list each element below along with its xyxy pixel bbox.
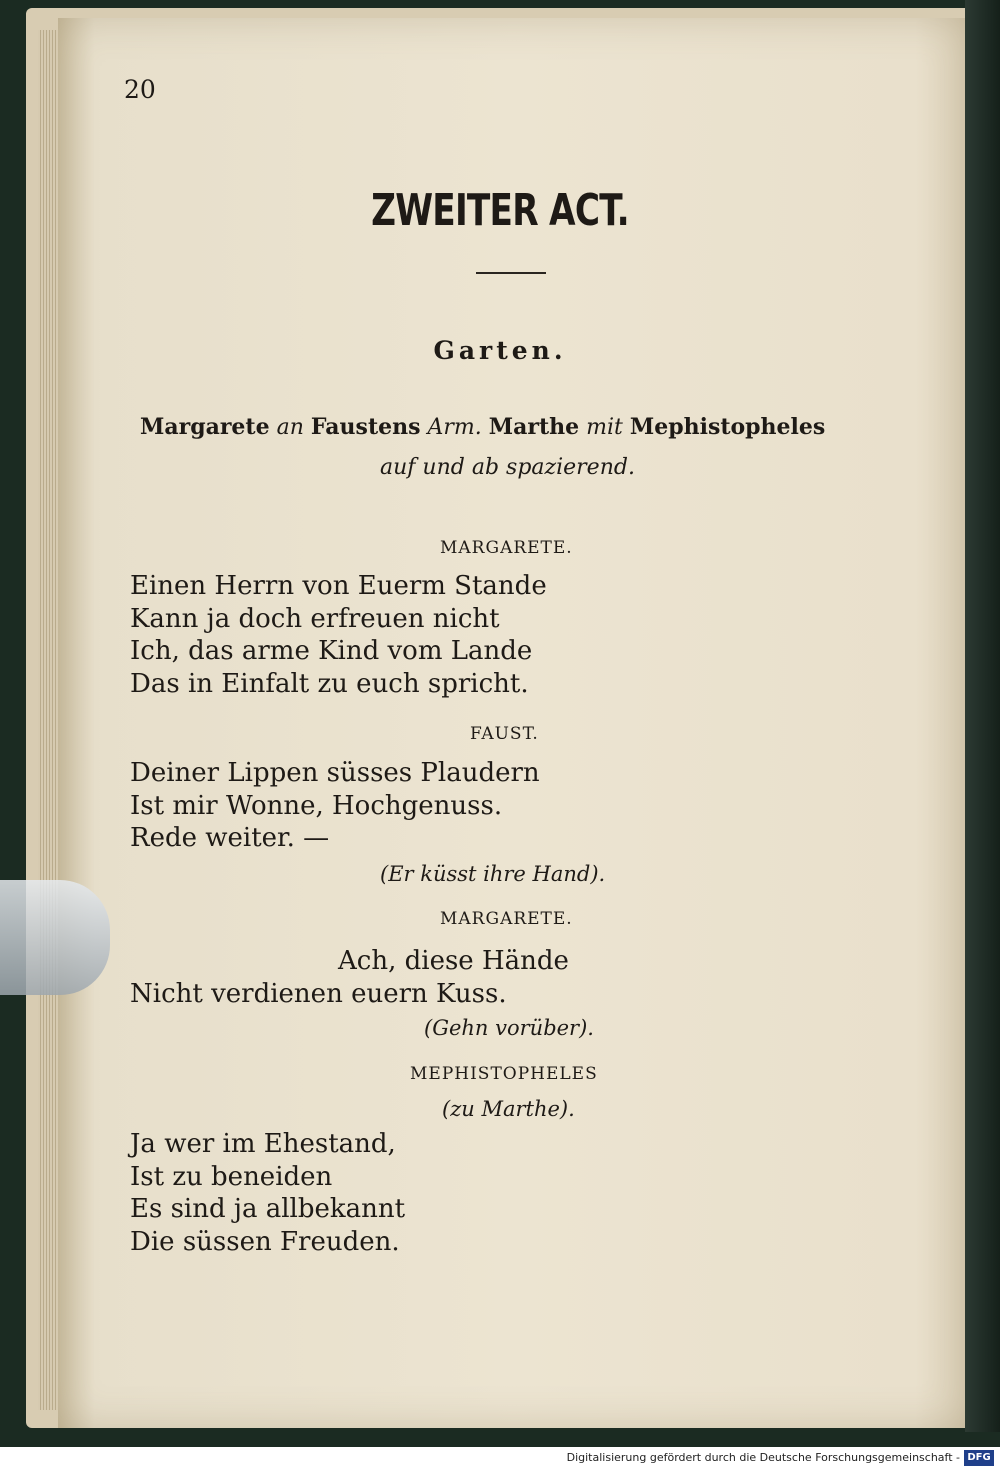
- verse-block: [130, 570, 547, 700]
- digitization-credit: Digitalisierung gefördert durch die Deutsche Forschungsgemeinschaft -: [566, 1451, 960, 1464]
- direction-word: Arm.: [427, 415, 482, 440]
- character-name: Mephistopheles: [629, 414, 826, 440]
- character-name: Marthe: [488, 414, 580, 440]
- book-spine: [965, 0, 1000, 1432]
- direction-text: auf und ab spazierend.: [380, 455, 635, 480]
- stage-direction-line1: [140, 414, 825, 440]
- verse-line: Ist zu beneiden: [130, 1161, 333, 1192]
- verse-line: Rede weiter. —: [130, 823, 330, 853]
- title-rule: [476, 272, 546, 274]
- character-name: Margarete: [140, 414, 270, 440]
- direction-word: mit: [586, 415, 623, 440]
- verse-block: [130, 1128, 405, 1258]
- verse-line: Einen Herrn von Euerm Stande: [130, 571, 547, 601]
- direction-word: an: [276, 415, 304, 440]
- page-clip: [0, 880, 110, 995]
- character-name: Faustens: [310, 414, 421, 440]
- speaker-margarete: MARGARETE.: [440, 909, 573, 929]
- verse-line: Ja wer im Ehestand,: [130, 1129, 396, 1159]
- verse-block: [130, 757, 540, 855]
- verse-line: Deiner Lippen süsses Plaudern: [130, 758, 540, 788]
- speaker-margarete: MARGARETE.: [440, 538, 573, 558]
- verse-line: Kann ja doch erfreuen nicht: [130, 603, 500, 634]
- stage-note: (zu Marthe).: [442, 1097, 575, 1121]
- dfg-logo: DFG: [964, 1450, 994, 1466]
- verse-line: Die süssen Freuden.: [130, 1226, 400, 1257]
- scene-title: Garten.: [433, 336, 567, 365]
- verse-block: [130, 945, 569, 1010]
- stage-note: (Gehn vorüber).: [424, 1016, 594, 1040]
- page-number: 20: [124, 75, 156, 104]
- verse-line: Es sind ja allbekannt: [130, 1194, 406, 1224]
- stage-direction-line2: [380, 455, 635, 480]
- act-title: ZWEITER ACT.: [371, 185, 629, 236]
- stage-note: (Er küsst ihre Hand).: [380, 862, 606, 886]
- verse-line: Ach, diese Hände: [338, 946, 569, 976]
- verse-line: Ich, das arme Kind vom Lande: [130, 636, 533, 666]
- speaker-faust: FAUST.: [470, 724, 539, 744]
- verse-line: Ist mir Wonne, Hochgenuss.: [130, 790, 503, 821]
- verse-line: Das in Einfalt zu euch spricht.: [130, 668, 529, 699]
- speaker-mephistopheles: MEPHISTOPHELES: [410, 1064, 598, 1084]
- verse-line: Nicht verdienen euern Kuss.: [130, 978, 507, 1009]
